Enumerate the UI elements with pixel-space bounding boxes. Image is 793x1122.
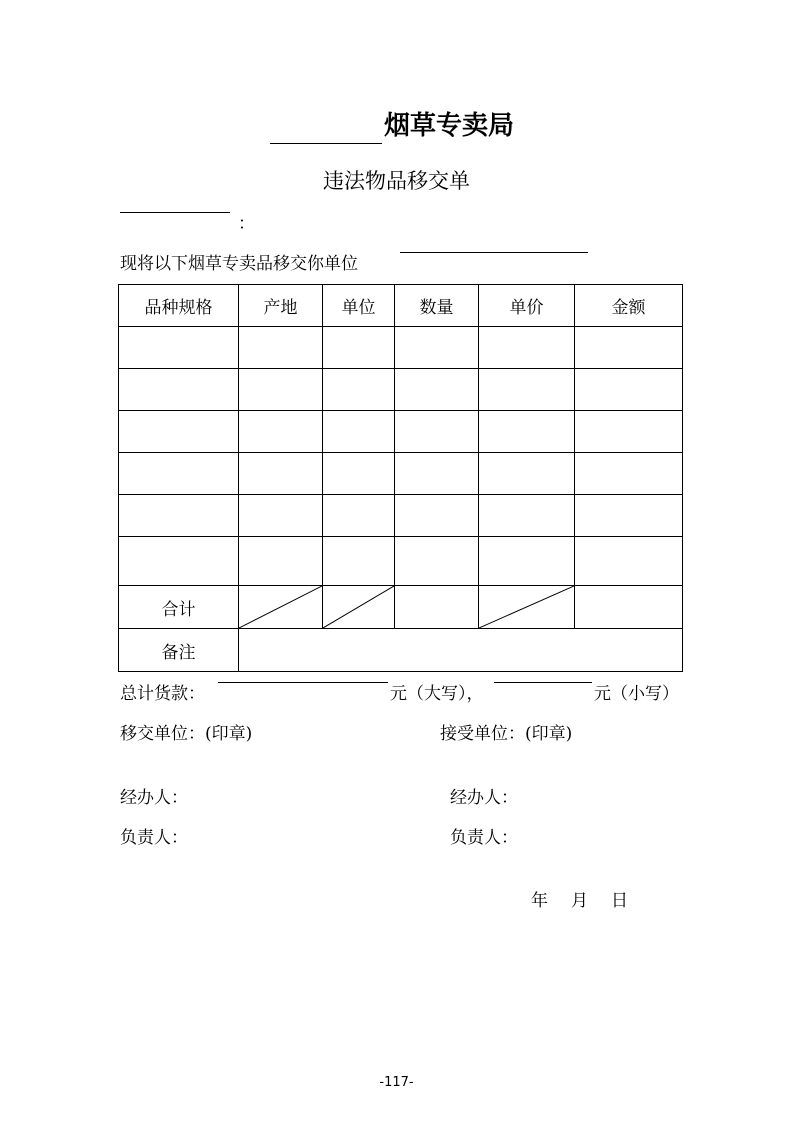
remark-row bbox=[119, 629, 683, 672]
payment-lower-blank[interactable] bbox=[494, 682, 592, 683]
recipient-blank[interactable] bbox=[120, 212, 230, 213]
table-cell[interactable] bbox=[119, 411, 239, 453]
header-unit: 单位 bbox=[323, 285, 395, 327]
office-title-text: 烟草专卖局 bbox=[384, 111, 515, 141]
table-cell[interactable] bbox=[323, 495, 395, 537]
table-cell[interactable] bbox=[239, 411, 323, 453]
table-cell[interactable] bbox=[575, 369, 683, 411]
table-cell[interactable] bbox=[323, 327, 395, 369]
table-cell[interactable] bbox=[239, 495, 323, 537]
payment-label: 总计货款： bbox=[120, 684, 205, 704]
table-cell[interactable] bbox=[239, 453, 323, 495]
date-year: 年 bbox=[531, 891, 548, 911]
table-cell[interactable] bbox=[479, 495, 575, 537]
handler-left-label: 经办人： bbox=[120, 788, 188, 808]
table-cell[interactable] bbox=[119, 369, 239, 411]
date-day: 日 bbox=[611, 891, 628, 911]
table-cell[interactable] bbox=[575, 453, 683, 495]
table-row bbox=[119, 369, 683, 411]
table-cell[interactable] bbox=[119, 495, 239, 537]
table-cell[interactable] bbox=[323, 453, 395, 495]
total-quantity-cell[interactable] bbox=[395, 586, 479, 629]
table-cell[interactable] bbox=[323, 411, 395, 453]
table-cell[interactable] bbox=[239, 369, 323, 411]
table-cell[interactable] bbox=[323, 537, 395, 586]
intro-text: 现将以下烟草专卖品移交你单位 bbox=[120, 254, 358, 274]
table-cell[interactable] bbox=[479, 537, 575, 586]
total-price-crossed-cell bbox=[479, 586, 575, 629]
responsible-right-label: 负责人： bbox=[450, 828, 518, 848]
payment-lower-suffix: 元（小写） bbox=[594, 684, 679, 704]
table-cell[interactable] bbox=[479, 369, 575, 411]
table-header-row bbox=[119, 285, 683, 327]
table-cell[interactable] bbox=[323, 369, 395, 411]
table-cell[interactable] bbox=[119, 327, 239, 369]
table-cell[interactable] bbox=[395, 537, 479, 586]
table-row bbox=[119, 411, 683, 453]
transfer-unit-label: 移交单位：(印章) bbox=[120, 724, 253, 744]
receiving-unit-blank[interactable] bbox=[400, 252, 588, 253]
table-cell[interactable] bbox=[575, 495, 683, 537]
header-amount: 金额 bbox=[575, 285, 683, 327]
handler-right-label: 经办人： bbox=[450, 788, 518, 808]
table-cell[interactable] bbox=[395, 327, 479, 369]
table-cell[interactable] bbox=[479, 453, 575, 495]
header-unit-price: 单价 bbox=[479, 285, 575, 327]
total-row bbox=[119, 586, 683, 629]
table-cell[interactable] bbox=[119, 537, 239, 586]
table-cell[interactable] bbox=[395, 453, 479, 495]
header-origin: 产地 bbox=[239, 285, 323, 327]
responsible-left-label: 负责人： bbox=[120, 828, 188, 848]
remark-cell[interactable] bbox=[239, 629, 683, 672]
diagonal-strike bbox=[239, 586, 322, 628]
table-row bbox=[119, 495, 683, 537]
receive-unit-label: 接受单位：(印章) bbox=[440, 724, 573, 744]
table-cell[interactable] bbox=[575, 411, 683, 453]
form-title: 违法物品移交单 bbox=[323, 169, 470, 193]
office-name-blank[interactable] bbox=[270, 115, 382, 144]
diagonal-strike bbox=[323, 586, 394, 628]
date-month: 月 bbox=[571, 891, 588, 911]
header-variety-spec: 品种规格 bbox=[119, 285, 239, 327]
payment-upper-suffix: 元（大写）， bbox=[390, 684, 484, 704]
table-row bbox=[119, 453, 683, 495]
total-origin-crossed-cell bbox=[239, 586, 323, 629]
table-cell[interactable] bbox=[119, 453, 239, 495]
table-cell[interactable] bbox=[479, 327, 575, 369]
goods-table bbox=[118, 284, 683, 672]
recipient-colon: ： bbox=[238, 214, 255, 234]
office-title bbox=[270, 108, 514, 144]
table-cell[interactable] bbox=[395, 495, 479, 537]
table-row bbox=[119, 537, 683, 586]
table-cell[interactable] bbox=[575, 537, 683, 586]
remark-label: 备注 bbox=[119, 629, 239, 672]
diagonal-strike bbox=[479, 586, 574, 628]
table-cell[interactable] bbox=[395, 369, 479, 411]
table-cell[interactable] bbox=[575, 327, 683, 369]
total-unit-crossed-cell bbox=[323, 586, 395, 629]
table-row bbox=[119, 327, 683, 369]
table-cell[interactable] bbox=[239, 327, 323, 369]
table-cell[interactable] bbox=[479, 411, 575, 453]
total-label: 合计 bbox=[119, 586, 239, 629]
table-cell[interactable] bbox=[239, 537, 323, 586]
payment-upper-blank[interactable] bbox=[218, 682, 388, 683]
header-quantity: 数量 bbox=[395, 285, 479, 327]
table-cell[interactable] bbox=[395, 411, 479, 453]
page-number: -117- bbox=[379, 1075, 414, 1090]
total-amount-cell[interactable] bbox=[575, 586, 683, 629]
